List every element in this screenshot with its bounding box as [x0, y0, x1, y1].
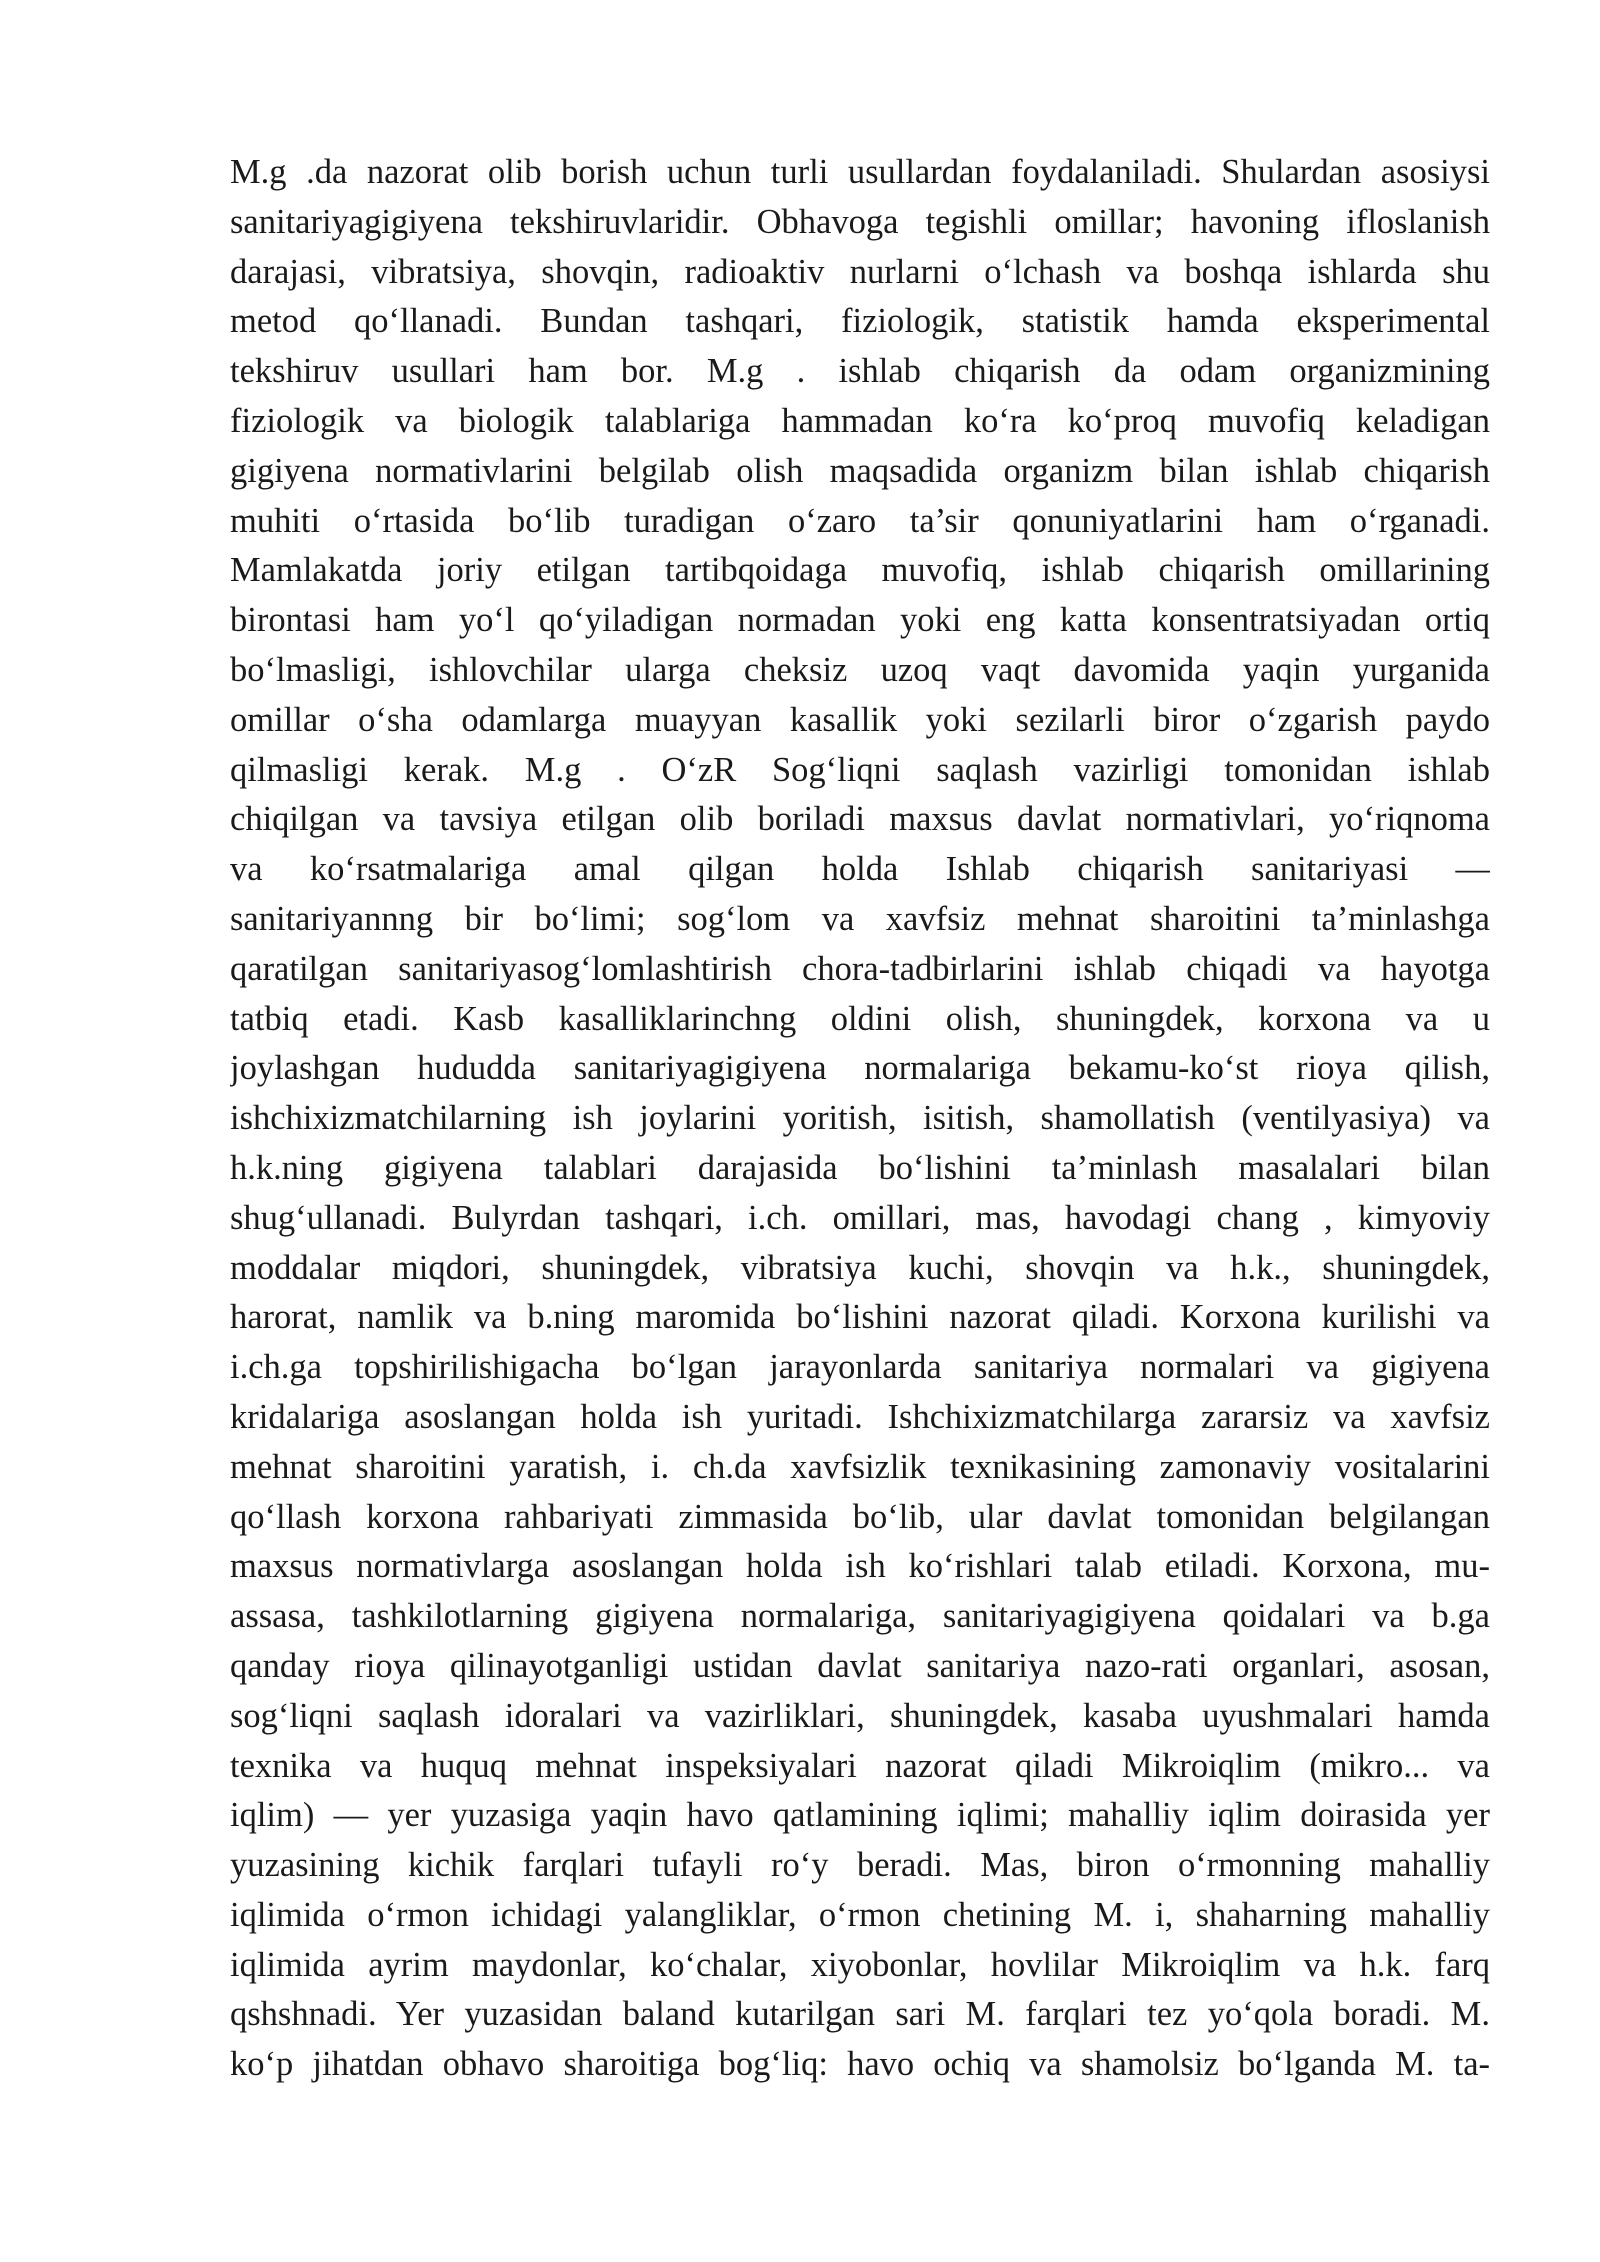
text-line: qo‘llash korxona rahbariyati zimmasida bo‘lib, ular davlat tomonidan belgilangan [230, 1497, 1490, 1536]
text-line: qaratilgan sanitariyasog‘lomlashtirish chora-tadbirlarini ishlab chiqadi va hayotga [230, 949, 1490, 988]
text-line: harorat, namlik va b.ning maromida bo‘lishini nazorat qiladi. Korxona kurilishi va [230, 1298, 1490, 1337]
text-line: i.ch.ga topshirilishigacha bo‘lgan jarayonlarda sanitariya normalari va gigiyena [230, 1348, 1490, 1387]
text-line: joylashgan hududda sanitariyagigiyena normalariga bekamu-ko‘st rioya qilish, [230, 1049, 1490, 1088]
text-line: iqlimida ayrim maydonlar, ko‘chalar, xiyobonlar, hovlilar Mikroiqlim va h.k. farq [230, 1945, 1490, 1984]
text-line: assasa, tashkilotlarning gigiyena normalariga, sanitariyagigiyena qoidalari va b.ga [230, 1597, 1490, 1636]
text-line: texnika va huquq mehnat inspeksiyalari nazorat qiladi Mikroiqlim (mikro... va [230, 1746, 1490, 1785]
text-line: qshshnadi. Yer yuzasidan baland kutarilgan sari M. farqlari tez yo‘qola boradi. M. [230, 1995, 1490, 2034]
text-line: kridalariga asoslangan holda ish yuritadi. Ishchixizmatchilarga zararsiz va xavfsiz [230, 1397, 1490, 1436]
text-line: chiqilgan va tavsiya etilgan olib boriladi maxsus davlat normativlari, yo‘riqnoma [230, 800, 1490, 839]
text-line: qilmasligi kerak. M.g . O‘zR Sog‘liqni saqlash vazirligi tomonidan ishlab [230, 750, 1490, 789]
text-line: sanitariyagigiyena tekshiruvlaridir. Obhavoga tegishli omillar; havoning ifloslanish [230, 202, 1490, 241]
text-line: tatbiq etadi. Kasb kasalliklarinchng oldini olish, shuningdek, korxona va u [230, 999, 1490, 1038]
text-line: tekshiruv usullari ham bor. M.g . ishlab chiqarish da odam organizmining [230, 352, 1490, 391]
text-line: omillar o‘sha odamlarga muayyan kasallik yoki sezilarli biror o‘zgarish paydo [230, 700, 1490, 739]
text-line: mehnat sharoitini yaratish, i. ch.da xavfsizlik texnikasining zamonaviy vositalarini [230, 1447, 1490, 1486]
text-line: birontasi ham yo‘l qo‘yiladigan normadan yoki eng katta konsentratsiyadan ortiq [230, 601, 1490, 640]
body-text [230, 148, 1490, 2090]
text-line: moddalar miqdori, shuningdek, vibratsiya kuchi, shovqin va h.k., shuningdek, [230, 1248, 1490, 1287]
text-line: bo‘lmasligi, ishlovchilar ularga cheksiz uzoq vaqt davomida yaqin yurganida [230, 650, 1490, 689]
text-line: h.k.ning gigiyena talablari darajasida bo‘lishini ta’minlash masalalari bilan [230, 1148, 1490, 1187]
text-line: va ko‘rsatmalariga amal qilgan holda Ishlab chiqarish sanitariyasi — [230, 850, 1490, 889]
text-line: Mamlakatda joriy etilgan tartibqoidaga muvofiq, ishlab chiqarish omillarining [230, 551, 1490, 590]
text-line: muhiti o‘rtasida bo‘lib turadigan o‘zaro ta’sir qonuniyatlarini ham o‘rganadi. [230, 501, 1490, 540]
text-line: M.g .da nazorat olib borish uchun turli usullardan foydalaniladi. Shulardan asosiysi [230, 153, 1490, 191]
text-line: gigiyena normativlarini belgilab olish maqsadida organizm bilan ishlab chiqarish [230, 451, 1490, 490]
text-line: ishchixizmatchilarning ish joylarini yoritish, isitish, shamollatish (ventilyasiya) va [230, 1099, 1490, 1138]
text-line: yuzasining kichik farqlari tufayli ro‘y beradi. Mas, biron o‘rmonning mahalliy [230, 1846, 1490, 1885]
text-line: darajasi, vibratsiya, shovqin, radioaktiv nurlarni o‘lchash va boshqa ishlarda shu [230, 252, 1490, 291]
text-line: metod qo‘llanadi. Bundan tashqari, fiziologik, statistik hamda eksperimental [230, 302, 1490, 341]
text-line: shug‘ullanadi. Bulyrdan tashqari, i.ch. omillari, mas, havodagi chang , kimyoviy [230, 1198, 1490, 1237]
text-line: fiziologik va biologik talablariga hammadan ko‘ra ko‘proq muvofiq keladigan [230, 401, 1490, 440]
text-line: sanitariyannng bir bo‘limi; sog‘lom va xavfsiz mehnat sharoitini ta’minlashga [230, 899, 1490, 938]
text-line: qanday rioya qilinayotganligi ustidan davlat sanitariya nazo-rati organlari, asosan, [230, 1646, 1490, 1685]
text-line: iqlimida o‘rmon ichidagi yalangliklar, o‘rmon chetining M. i, shaharning mahalliy [230, 1895, 1490, 1934]
text-line: maxsus normativlarga asoslangan holda ish ko‘rishlari talab etiladi. Korxona, mu- [230, 1547, 1490, 1586]
text-line: sog‘liqni saqlash idoralari va vazirliklari, shuningdek, kasaba uyushmalari hamda [230, 1696, 1490, 1735]
text-line: iqlim) — yer yuzasiga yaqin havo qatlamining iqlimi; mahalliy iqlim doirasida yer [230, 1796, 1490, 1835]
text-line: ko‘p jihatdan obhavo sharoitiga bog‘liq: havo ochiq va shamolsiz bo‘lganda M. ta- [230, 2045, 1490, 2084]
